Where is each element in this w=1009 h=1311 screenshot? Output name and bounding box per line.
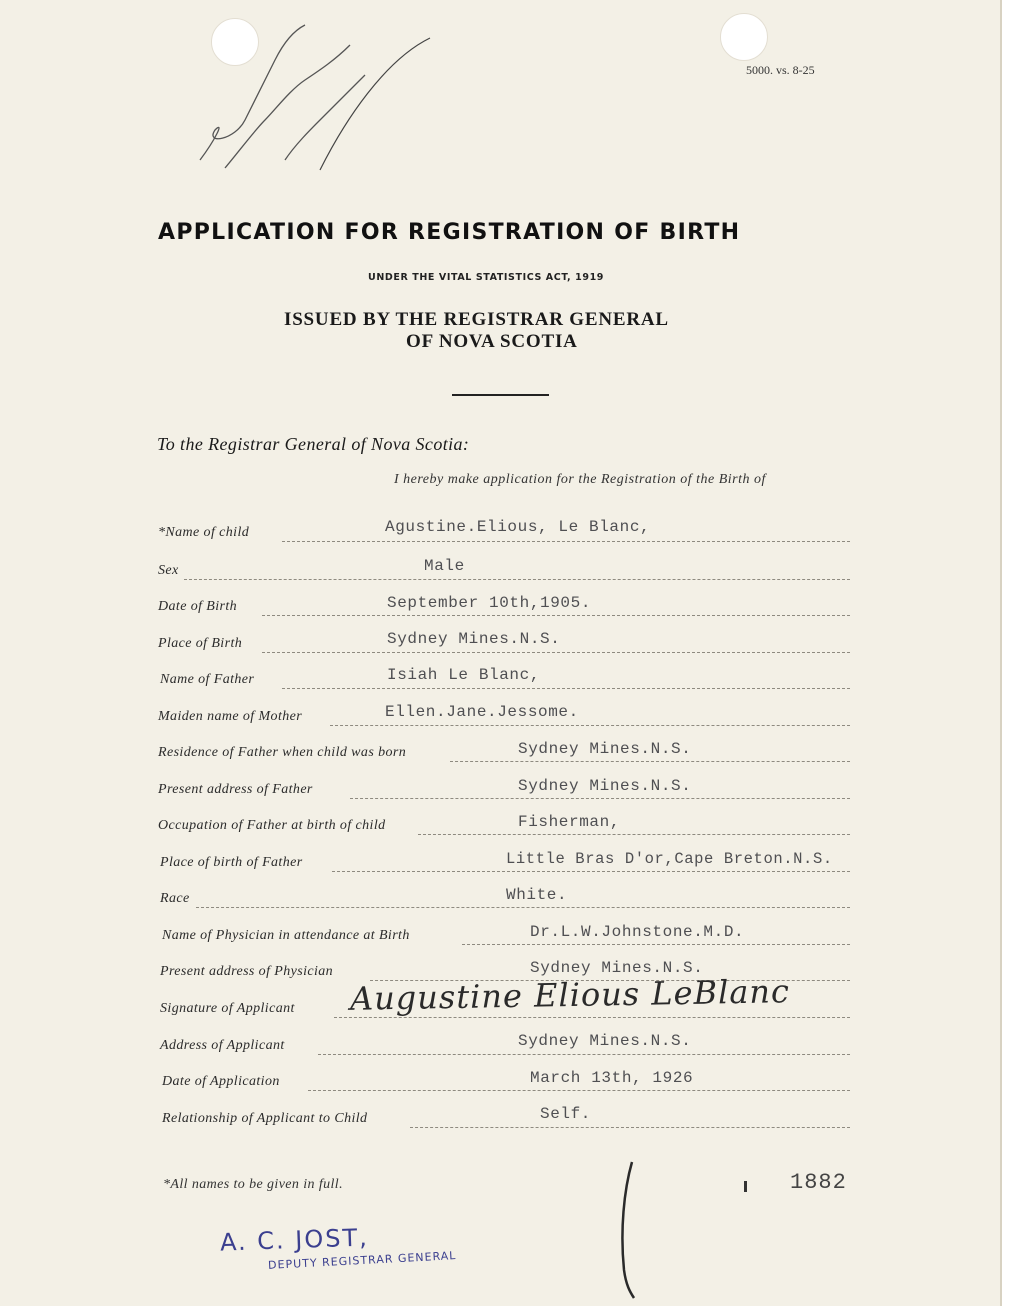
handwritten-annotation (195, 7, 435, 170)
field-value-place-of-birth: Sydney Mines.N.S. (387, 630, 561, 648)
field-label-father-address: Present address of Father (158, 782, 313, 797)
field-line (418, 834, 850, 835)
field-label-date-of-birth: Date of Birth (158, 599, 238, 614)
field-line (332, 871, 850, 872)
field-line (262, 615, 850, 616)
field-value-applicant-address: Sydney Mines.N.S. (518, 1032, 692, 1050)
field-label-applicant-signature: Signature of Applicant (160, 1001, 295, 1016)
field-value-child-name: Agustine.Elious, Le Blanc, (385, 518, 651, 536)
act-subtitle: UNDER THE VITAL STATISTICS ACT, 1919 (368, 272, 605, 283)
stamp-registrar-title: DEPUTY REGISTRAR GENERAL (267, 1249, 457, 1272)
issuer-line-1: ISSUED BY THE REGISTRAR GENERAL (284, 309, 669, 330)
field-value-father-residence: Sydney Mines.N.S. (518, 740, 692, 758)
field-line (308, 1090, 850, 1091)
field-value-application-date: March 13th, 1926 (530, 1069, 694, 1087)
stamp-registrar-name: A. C. JOST, (219, 1223, 370, 1257)
field-label-father-name: Name of Father (160, 672, 255, 687)
punch-hole-right (720, 13, 768, 61)
field-label-father-residence: Residence of Father when child was born (158, 745, 407, 760)
field-value-physician-address: Sydney Mines.N.S. (530, 959, 704, 977)
field-line (184, 579, 850, 580)
intro-sentence: I hereby make application for the Registration of the Birth of (394, 472, 766, 487)
field-line (410, 1127, 850, 1128)
issuer-line-2: OF NOVA SCOTIA (406, 331, 578, 352)
field-line (262, 652, 850, 653)
field-value-father-birthplace: Little Bras D'or,Cape Breton.N.S. (506, 850, 833, 868)
field-label-relationship: Relationship of Applicant to Child (162, 1111, 368, 1126)
handwritten-bracket-mark (610, 1160, 650, 1300)
footnote: *All names to be given in full. (163, 1177, 343, 1192)
register-number: 1882 (790, 1170, 847, 1195)
field-label-physician-address: Present address of Physician (160, 964, 334, 979)
field-value-father-name: Isiah Le Blanc, (387, 666, 541, 684)
form-title: APPLICATION FOR REGISTRATION OF BIRTH (158, 220, 741, 245)
field-value-relationship: Self. (540, 1105, 592, 1123)
field-line (196, 907, 850, 908)
field-value-father-address: Sydney Mines.N.S. (518, 777, 692, 795)
field-label-child-name: *Name of child (158, 525, 250, 540)
field-label-application-date: Date of Application (162, 1074, 280, 1089)
title-divider (452, 394, 549, 396)
field-label-race: Race (160, 891, 190, 906)
field-value-race: White. (506, 886, 568, 904)
field-line (318, 1054, 850, 1055)
field-line (282, 688, 850, 689)
field-line (334, 1017, 850, 1018)
field-line (350, 798, 850, 799)
field-label-place-of-birth: Place of Birth (158, 636, 243, 651)
field-value-mother-maiden-name: Ellen.Jane.Jessome. (385, 703, 579, 721)
field-label-mother-maiden-name: Maiden name of Mother (158, 709, 303, 724)
field-label-father-birthplace: Place of birth of Father (160, 855, 303, 870)
field-line (462, 944, 850, 945)
field-label-physician-name: Name of Physician in attendance at Birth (162, 928, 410, 943)
annotation-text: Certificate J. F. Burke Mar 16/26 (195, 7, 407, 24)
field-line (282, 541, 850, 542)
field-value-father-occupation: Fisherman, (518, 813, 621, 831)
field-value-date-of-birth: September 10th,1905. (387, 594, 592, 612)
field-value-sex: Male (424, 557, 465, 575)
field-label-sex: Sex (158, 563, 179, 578)
salutation: To the Registrar General of Nova Scotia: (157, 434, 470, 454)
field-line (450, 761, 850, 762)
field-label-applicant-address: Address of Applicant (160, 1038, 285, 1053)
tick-mark (744, 1181, 747, 1192)
field-line (330, 725, 850, 726)
field-value-physician-name: Dr.L.W.Johnstone.M.D. (530, 923, 745, 941)
applicant-signature: Augustine Elious LeBlanc (349, 972, 791, 1018)
form-number: 5000. vs. 8-25 (746, 63, 815, 77)
field-label-father-occupation: Occupation of Father at birth of child (158, 818, 386, 833)
